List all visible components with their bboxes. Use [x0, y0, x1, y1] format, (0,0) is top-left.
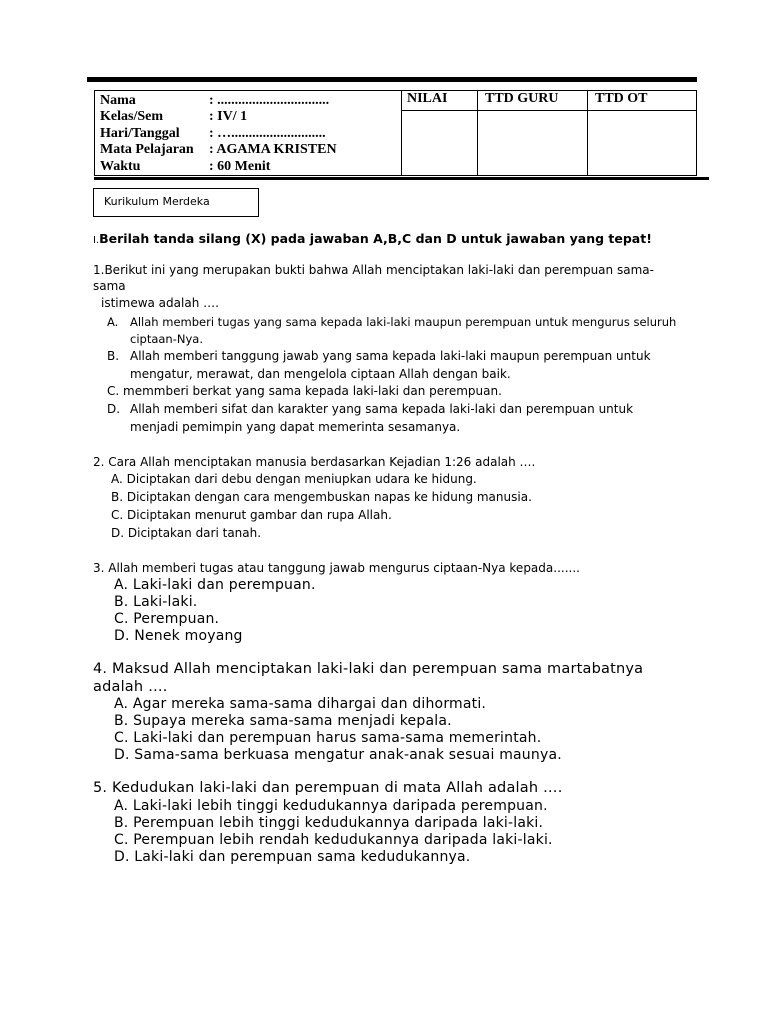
column-ttd-ot: TTD OT [595, 91, 648, 106]
header-bottom-rule [94, 177, 709, 180]
header-table [94, 90, 697, 176]
q5-option: C. Perempuan lebih rendah kedudukannya daripada laki-laki. [114, 832, 553, 848]
q5-option: D. Laki-laki dan perempuan sama kedudukannya. [114, 849, 471, 865]
q1-option-text: menjadi pemimpin yang dapat memerinta sesamanya. [130, 420, 461, 434]
q5-option: B. Perempuan lebih tinggi kedudukannya daripada laki-laki. [114, 815, 544, 831]
q1-stem-line: 1.Berikut ini yang merupakan bukti bahwa Allah menciptakan laki-laki dan perempuan sama- [93, 263, 654, 277]
q1-option-text: Allah memberi tanggung jawab yang sama kepada laki-laki maupun perempuan untuk [130, 349, 651, 363]
field-label-nama: Nama [100, 93, 136, 108]
q3-stem: 3. Allah memberi tugas atau tanggung jawab mengurus ciptaan-Nya kepada....... [93, 561, 580, 575]
top-rule [87, 77, 697, 82]
q1-option-text: ciptaan-Nya. [130, 332, 203, 346]
q1-option-text: memmberi berkat yang sama kepada laki-laki dan perempuan. [123, 384, 502, 398]
table-header-line [402, 110, 696, 111]
q1-stem-line: sama [93, 279, 126, 293]
q2-option: C. Diciptakan menurut gambar dan rupa Allah. [111, 508, 392, 522]
field-label-waktu: Waktu [100, 159, 141, 174]
q4-stem-line: 4. Maksud Allah menciptakan laki-laki dan perempuan sama martabatnya [93, 661, 644, 677]
q1-option-letter: D. [107, 402, 121, 416]
q3-option: C. Perempuan. [114, 611, 220, 627]
q1-stem-line: istimewa adalah …. [101, 296, 219, 310]
q3-option: D. Nenek moyang [114, 628, 243, 644]
field-value-kelas: : IV/ 1 [209, 109, 248, 124]
field-label-tanggal: Hari/Tanggal [100, 126, 180, 141]
column-nilai: NILAI [407, 91, 448, 106]
instruction-text: Berilah tanda silang (X) pada jawaban A,B,C dan D untuk jawaban yang tepat! [99, 231, 652, 246]
q1-option-letter: A. [107, 315, 119, 329]
q4-option: A. Agar mereka sama-sama dihargai dan dihormati. [114, 696, 487, 712]
field-label-kelas: Kelas/Sem [100, 109, 163, 124]
q2-option: A. Diciptakan dari debu dengan meniupkan udara ke hidung. [111, 472, 477, 486]
table-divider [587, 91, 588, 175]
column-ttd-guru: TTD GURU [485, 91, 559, 106]
table-divider [477, 91, 478, 175]
table-divider [401, 91, 402, 175]
field-label-mapel: Mata Pelajaran [100, 142, 194, 157]
q1-option-text: mengatur, merawat, dan mengelola ciptaan Allah dengan baik. [130, 367, 511, 381]
q5-option: A. Laki-laki lebih tinggi kedudukannya daripada perempuan. [114, 798, 548, 814]
q1-option-text: Allah memberi tugas yang sama kepada laki-laki maupun perempuan untuk mengurus seluruh [130, 315, 677, 329]
field-value-nama: : ................................ [209, 93, 330, 108]
q4-stem-line: adalah …. [93, 679, 168, 695]
curriculum-box [93, 188, 259, 217]
q2-stem: 2. Cara Allah menciptakan manusia berdasarkan Kejadian 1:26 adalah …. [93, 455, 536, 469]
q2-option: D. Diciptakan dari tanah. [111, 526, 262, 540]
q3-option: B. Laki-laki. [114, 594, 198, 610]
curriculum-label: Kurikulum Merdeka [104, 195, 210, 208]
field-value-waktu: : 60 Menit [209, 159, 271, 174]
instruction [93, 228, 652, 247]
q2-option: B. Diciptakan dengan cara mengembuskan napas ke hidung manusia. [111, 490, 532, 504]
q5-stem: 5. Kedudukan laki-laki dan perempuan di mata Allah adalah …. [93, 780, 563, 796]
q4-option: D. Sama-sama berkuasa mengatur anak-anak sesuai maunya. [114, 747, 562, 763]
field-value-mapel: : AGAMA KRISTEN [209, 142, 337, 157]
q1-option-letter: C. [107, 384, 120, 398]
q1-option-text: Allah memberi sifat dan karakter yang sama kepada laki-laki dan perempuan untuk [130, 402, 634, 416]
q3-option: A. Laki-laki dan perempuan. [114, 577, 316, 593]
field-value-tanggal: : …........................... [209, 126, 326, 141]
q1-option-letter: B. [107, 349, 120, 363]
q4-option: C. Laki-laki dan perempuan harus sama-sama memerintah. [114, 730, 542, 746]
instruction-number: I. [93, 235, 100, 246]
q4-option: B. Supaya mereka sama-sama menjadi kepala. [114, 713, 452, 729]
